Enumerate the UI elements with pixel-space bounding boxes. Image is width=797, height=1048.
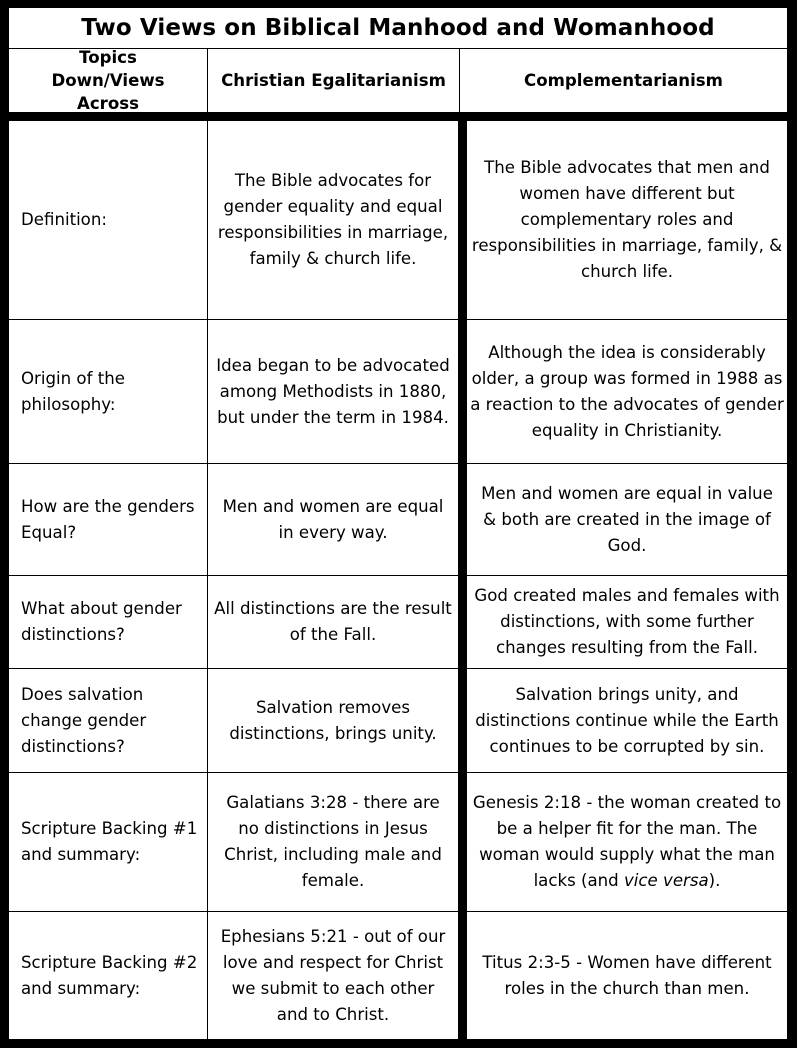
row-definition-complementarian <box>467 121 787 319</box>
complementarian-text: Titus 2:3-5 - Women have different roles in the church than men. <box>482 952 772 998</box>
complementarian-text: God created males and females with distinctions, with some further changes resulting from the Fall. <box>474 586 780 657</box>
row-origin-complementarian <box>467 320 787 463</box>
title-text: Two Views on Biblical Manhood and Womanhood <box>81 15 715 41</box>
egalitarian-text: All distinctions are the result of the Fall. <box>214 599 452 644</box>
row-definition-topic <box>9 121 207 319</box>
complementarian-text: Men and women are equal in value & both are created in the image of God. <box>481 483 773 555</box>
table-title <box>9 8 787 48</box>
row-scripture2-topic <box>9 912 207 1039</box>
row-scripture1-egalitarian <box>208 773 458 911</box>
egalitarian-text: The Bible advocates for gender equality and equal responsibilities in marriage, family & church life. <box>217 171 449 268</box>
topic-text: Scripture Backing #2 and summary: <box>21 952 198 998</box>
header-complementarian-label: Complementarianism <box>524 71 723 90</box>
row-origin-topic <box>9 320 207 463</box>
complementarian-text: Salvation brings unity, and distinctions continue while the Earth continues to be corrupted by sin. <box>475 684 779 756</box>
row-salvation-egalitarian <box>208 669 458 772</box>
complementarian-text-italic: vice versa <box>623 871 709 890</box>
row-salvation-topic <box>9 669 207 772</box>
complementarian-text <box>471 790 783 894</box>
topic-text: Origin of the philosophy: <box>21 368 125 414</box>
header-complementarian <box>460 49 787 112</box>
header-egalitarian-label: Christian Egalitarianism <box>221 71 446 90</box>
topic-text: Does salvation change gender distinctions? <box>21 684 147 756</box>
egalitarian-text: Men and women are equal in every way. <box>222 496 444 542</box>
row-scripture2-egalitarian <box>208 912 458 1039</box>
header-egalitarian <box>208 49 459 112</box>
row-distinctions-egalitarian <box>208 576 458 668</box>
row-equal-complementarian <box>467 464 787 575</box>
row-equal-topic <box>9 464 207 575</box>
complementarian-text-part: ). <box>708 871 721 890</box>
egalitarian-text: Galatians 3:28 - there are no distinctions in Jesus Christ, including male and female. <box>224 793 442 890</box>
row-scripture1-topic <box>9 773 207 911</box>
row-distinctions-complementarian <box>467 576 787 668</box>
row-distinctions-topic <box>9 576 207 668</box>
row-origin-egalitarian <box>208 320 458 463</box>
row-definition-egalitarian <box>208 121 458 319</box>
complementarian-text: The Bible advocates that men and women have different but complementary roles and responsibilities in marriage, family, & church life. <box>471 158 783 281</box>
complementarian-text-part: Genesis 2:18 - the woman created to be a helper fit for the man. The woman would supply what the man lacks (and <box>472 793 782 890</box>
topic-text: What about gender distinctions? <box>21 599 182 644</box>
topic-text: How are the genders Equal? <box>21 496 195 542</box>
row-scripture2-complementarian <box>467 912 787 1039</box>
complementarian-text: Although the idea is considerably older, a group was formed in 1988 as a reaction to the advocates of gender equality in Christianity. <box>470 342 784 440</box>
header-topics-label: Topics Down/Views Across <box>51 48 165 113</box>
topic-text: Definition: <box>21 210 107 229</box>
row-equal-egalitarian <box>208 464 458 575</box>
row-scripture1-complementarian <box>467 773 787 911</box>
egalitarian-text: Idea began to be advocated among Methodists in 1880, but under the term in 1984. <box>216 355 450 427</box>
row-salvation-complementarian <box>467 669 787 772</box>
egalitarian-text: Salvation removes distinctions, brings unity. <box>229 697 437 743</box>
header-topics <box>9 49 207 112</box>
topic-text: Scripture Backing #1 and summary: <box>21 819 198 864</box>
egalitarian-text: Ephesians 5:21 - out of our love and respect for Christ we submit to each other and to Christ. <box>220 926 446 1024</box>
